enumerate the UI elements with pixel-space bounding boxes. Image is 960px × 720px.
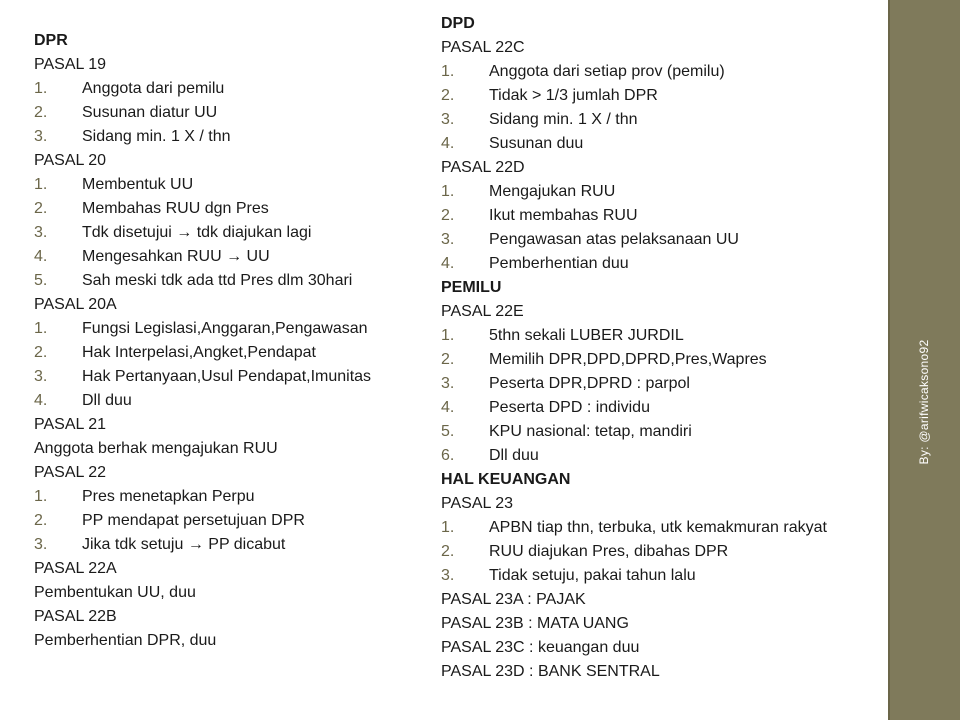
list-number: 4. [441,255,455,272]
text-line: PASAL 23C : keuangan duu [441,639,640,656]
list-number: 3. [34,224,48,241]
list-text: Tidak > 1/3 jumlah DPR [489,87,658,104]
section-heading: HAL KEUANGAN [441,471,571,488]
list-text: Peserta DPD : individu [489,399,650,416]
list-item [441,420,861,444]
list-item [441,324,861,348]
list-text: Membentuk UU [82,176,194,193]
list-text: Susunan diatur UU [82,104,218,121]
side-bar-rule [888,0,890,720]
list-item [441,372,861,396]
byline: By: @arifwicaksono92 [917,339,931,465]
list-text: Anggota dari setiap prov (pemilu) [489,63,725,80]
list-number: 3. [441,567,455,584]
list-text: Fungsi Legislasi,Anggaran,Pengawasan [82,320,368,337]
list-item [34,365,454,389]
list-text: 5thn sekali LUBER JURDIL [489,327,684,344]
list-item [34,269,454,293]
list-item [34,485,454,509]
list-item [441,204,861,228]
list-text: Dll duu [82,392,132,409]
list-item [34,341,454,365]
list-item [441,252,861,276]
list-number: 2. [441,351,455,368]
list-number: 4. [34,248,48,265]
list-item [34,77,454,101]
text-line: PASAL 20 [34,152,107,169]
right-column [441,12,861,684]
text-line: PASAL 22A [34,560,117,577]
list-item [34,197,454,221]
list-item [441,108,861,132]
list-item [441,84,861,108]
list-number: 4. [441,135,455,152]
list-number: 3. [441,375,455,392]
list-number: 2. [441,543,455,560]
list-number: 2. [34,512,48,529]
list-item [34,101,454,125]
list-number: 2. [441,87,455,104]
list-number: 5. [441,423,455,440]
text-line: PASAL 20A [34,296,117,313]
list-number: 1. [441,519,455,536]
list-number: 2. [34,200,48,217]
section-heading: DPD [441,15,475,32]
text-line: PASAL 23 [441,495,514,512]
list-item [34,533,454,557]
text-line: PASAL 22 [34,464,107,481]
list-text: Tidak setuju, pakai tahun lalu [489,567,696,584]
list-number: 3. [441,231,455,248]
section-heading: DPR [34,32,68,49]
list-number: 3. [34,128,48,145]
list-item [441,444,861,468]
list-number: 1. [34,320,48,337]
list-number: 1. [441,327,455,344]
list-number: 2. [34,344,48,361]
text-line: PASAL 23D : BANK SENTRAL [441,663,660,680]
list-text: Sidang min. 1 X / thn [82,128,231,145]
list-item [34,389,454,413]
list-text: Sidang min. 1 X / thn [489,111,638,128]
list-text: Tdk disetujui → tdk diajukan lagi [82,224,312,241]
list-number: 1. [34,488,48,505]
list-text: Membahas RUU dgn Pres [82,200,269,217]
list-item [441,516,861,540]
list-text: Hak Pertanyaan,Usul Pendapat,Imunitas [82,368,372,385]
list-text: Jika tdk setuju → PP dicabut [82,536,286,553]
list-number: 1. [34,80,48,97]
text-line: PASAL 21 [34,416,107,433]
text-line: PASAL 23B : MATA UANG [441,615,629,632]
text-line: PASAL 23A : PAJAK [441,591,586,608]
list-item [441,540,861,564]
left-column [34,29,454,653]
list-item [34,509,454,533]
list-item [34,173,454,197]
list-number: 2. [34,104,48,121]
list-item [441,564,861,588]
list-text: Pemberhentian duu [489,255,629,272]
list-text: APBN tiap thn, terbuka, utk kemakmuran rakyat [489,519,827,536]
list-text: Dll duu [489,447,539,464]
list-number: 2. [441,207,455,224]
list-text: Mengesahkan RUU → UU [82,248,270,265]
text-line: PASAL 22C [441,39,525,56]
text-line: PASAL 22E [441,303,524,320]
text-line: PASAL 19 [34,56,107,73]
list-text: Peserta DPR,DPRD : parpol [489,375,690,392]
list-item [34,221,454,245]
list-text: Pengawasan atas pelaksanaan UU [489,231,739,248]
list-number: 6. [441,447,455,464]
text-line: Pembentukan UU, duu [34,584,196,601]
list-item [441,132,861,156]
text-line: Pemberhentian DPR, duu [34,632,217,649]
list-item [441,180,861,204]
list-item [34,125,454,149]
list-text: Memilih DPR,DPD,DPRD,Pres,Wapres [489,351,767,368]
list-text: PP mendapat persetujuan DPR [82,512,305,529]
text-line: PASAL 22D [441,159,525,176]
list-item [441,228,861,252]
list-text: Susunan duu [489,135,584,152]
list-number: 3. [441,111,455,128]
list-item [441,348,861,372]
list-item [441,60,861,84]
list-text: KPU nasional: tetap, mandiri [489,423,692,440]
section-heading: PEMILU [441,279,502,296]
list-text: Ikut membahas RUU [489,207,638,224]
list-text: Anggota dari pemilu [82,80,225,97]
list-number: 4. [34,392,48,409]
list-number: 1. [34,176,48,193]
list-item [34,245,454,269]
text-line: Anggota berhak mengajukan RUU [34,440,278,457]
list-number: 1. [441,63,455,80]
list-item [441,396,861,420]
list-text: Hak Interpelasi,Angket,Pendapat [82,344,316,361]
list-number: 5. [34,272,48,289]
list-text: Sah meski tdk ada ttd Pres dlm 30hari [82,272,353,289]
list-number: 4. [441,399,455,416]
list-number: 1. [441,183,455,200]
list-text: Mengajukan RUU [489,183,616,200]
list-text: RUU diajukan Pres, dibahas DPR [489,543,729,560]
text-line: PASAL 22B [34,608,117,625]
list-text: Pres menetapkan Perpu [82,488,255,505]
list-number: 3. [34,536,48,553]
list-number: 3. [34,368,48,385]
list-item [34,317,454,341]
